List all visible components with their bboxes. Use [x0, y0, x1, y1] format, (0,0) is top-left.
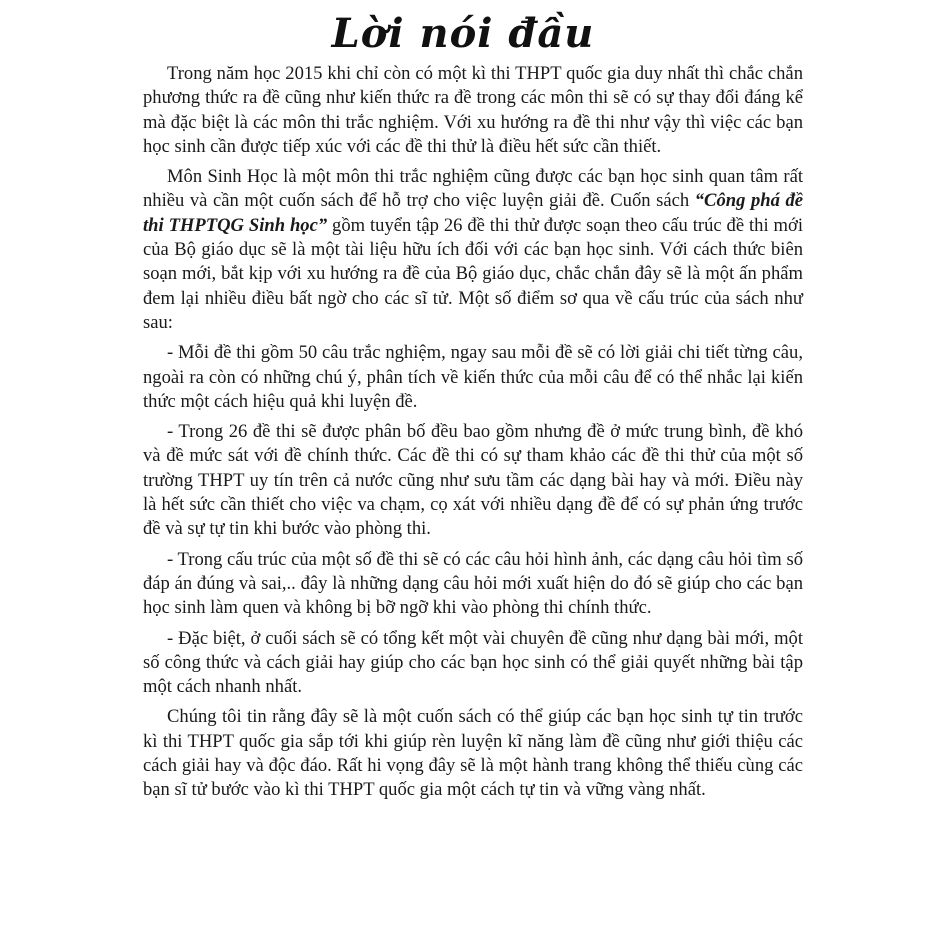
- bullet-item-3: - Trong cấu trúc của một số đề thi sẽ có các câu hỏi hình ảnh, các dạng câu hỏi tìm số đáp án đúng và sai,.. đây là những dạng câu hỏi mới xuất hiện do đó sẽ giúp cho các bạn học sinh làm quen và không bị bỡ ngỡ khi vào phòng thi chính thức.: [143, 548, 803, 619]
- paragraph-intro: Trong năm học 2015 khi chỉ còn có một kì thi THPT quốc gia duy nhất thì chắc chắn phương thức ra đề cũng như kiến thức ra đề trong các môn thi sẽ có sự thay đổi đáng kể mà đặc biệt là các môn thi trắc nghiệm. Với xu hướng ra đề thi như vậy thì việc các bạn học sinh cần được tiếp xúc với các đề thi thử là điều hết sức cần thiết.: [143, 63, 803, 157]
- page-title: Lời nói đầu: [331, 10, 595, 57]
- document-body: [143, 62, 803, 809]
- paragraph-text-before: Môn Sinh Học là một môn thi trắc nghiệm cũng được các bạn học sinh quan tâm rất nhiều và cần một cuốn sách để hỗ trợ cho việc luyện giải đề. Cuốn sách: [143, 166, 803, 212]
- paragraph-closing: Chúng tôi tin rằng đây sẽ là một cuốn sách có thể giúp các bạn học sinh tự tin trước kì thi THPT quốc gia sắp tới khi giúp rèn luyện kĩ năng làm đề cũng như giới thiệu các cách giải hay và độc đáo. Rất hi vọng đây sẽ là một hành trang không thể thiếu cùng các bạn sĩ tử bước vào kì thi THPT quốc gia một cách tự tin và vững vàng nhất.: [143, 706, 803, 801]
- paragraph-text-after: gồm tuyển tập 26 đề thi thử được soạn theo cấu trúc đề thi mới của Bộ giáo dục sẽ là một tài liệu hữu ích đối với các bạn học sinh. Với cách thức biên soạn mới, bắt kịp với xu hướng ra đề của Bộ giáo dục, chắc chắn đây sẽ là một ấn phẩm đem lại nhiều điều bất ngờ cho các sĩ tử. Một số điểm sơ qua về cấu trúc của sách như sau:: [143, 214, 803, 333]
- bullet-item-2: - Trong 26 đề thi sẽ được phân bố đều bao gồm nhưng đề ở mức trung bình, đề khó và đề mức sát với đề chính thức. Các đề thi có sự tham khảo các đề thi thử của một số trường THPT uy tín trên cả nước cũng như sưu tầm các dạng bài hay và mới. Điều này là hết sức cần thiết cho việc va chạm, cọ xát với nhiều dạng đề để có sự phản ứng trước đề và sự tự tin khi bước vào phòng thi.: [143, 421, 803, 540]
- book-title: “Công phá đề thi THPTQG Sinh học”: [143, 190, 804, 236]
- paragraph-book-description: [143, 165, 803, 335]
- bullet-item-1: - Mỗi đề thi gồm 50 câu trắc nghiệm, ngay sau mỗi đề sẽ có lời giải chi tiết từng câu, ngoài ra còn có những chú ý, phân tích về kiến thức của mỗi câu để có thể nhắc lại kiến thức một cách hiệu quả khi luyện đề.: [143, 342, 803, 412]
- bullet-item-4: - Đặc biệt, ở cuối sách sẽ có tổng kết một vài chuyên đề cũng như dạng bài mới, một số công thức và cách giải hay giúp cho các bạn học sinh có thể giải quyết những bài tập một cách nhanh nhất.: [143, 627, 803, 698]
